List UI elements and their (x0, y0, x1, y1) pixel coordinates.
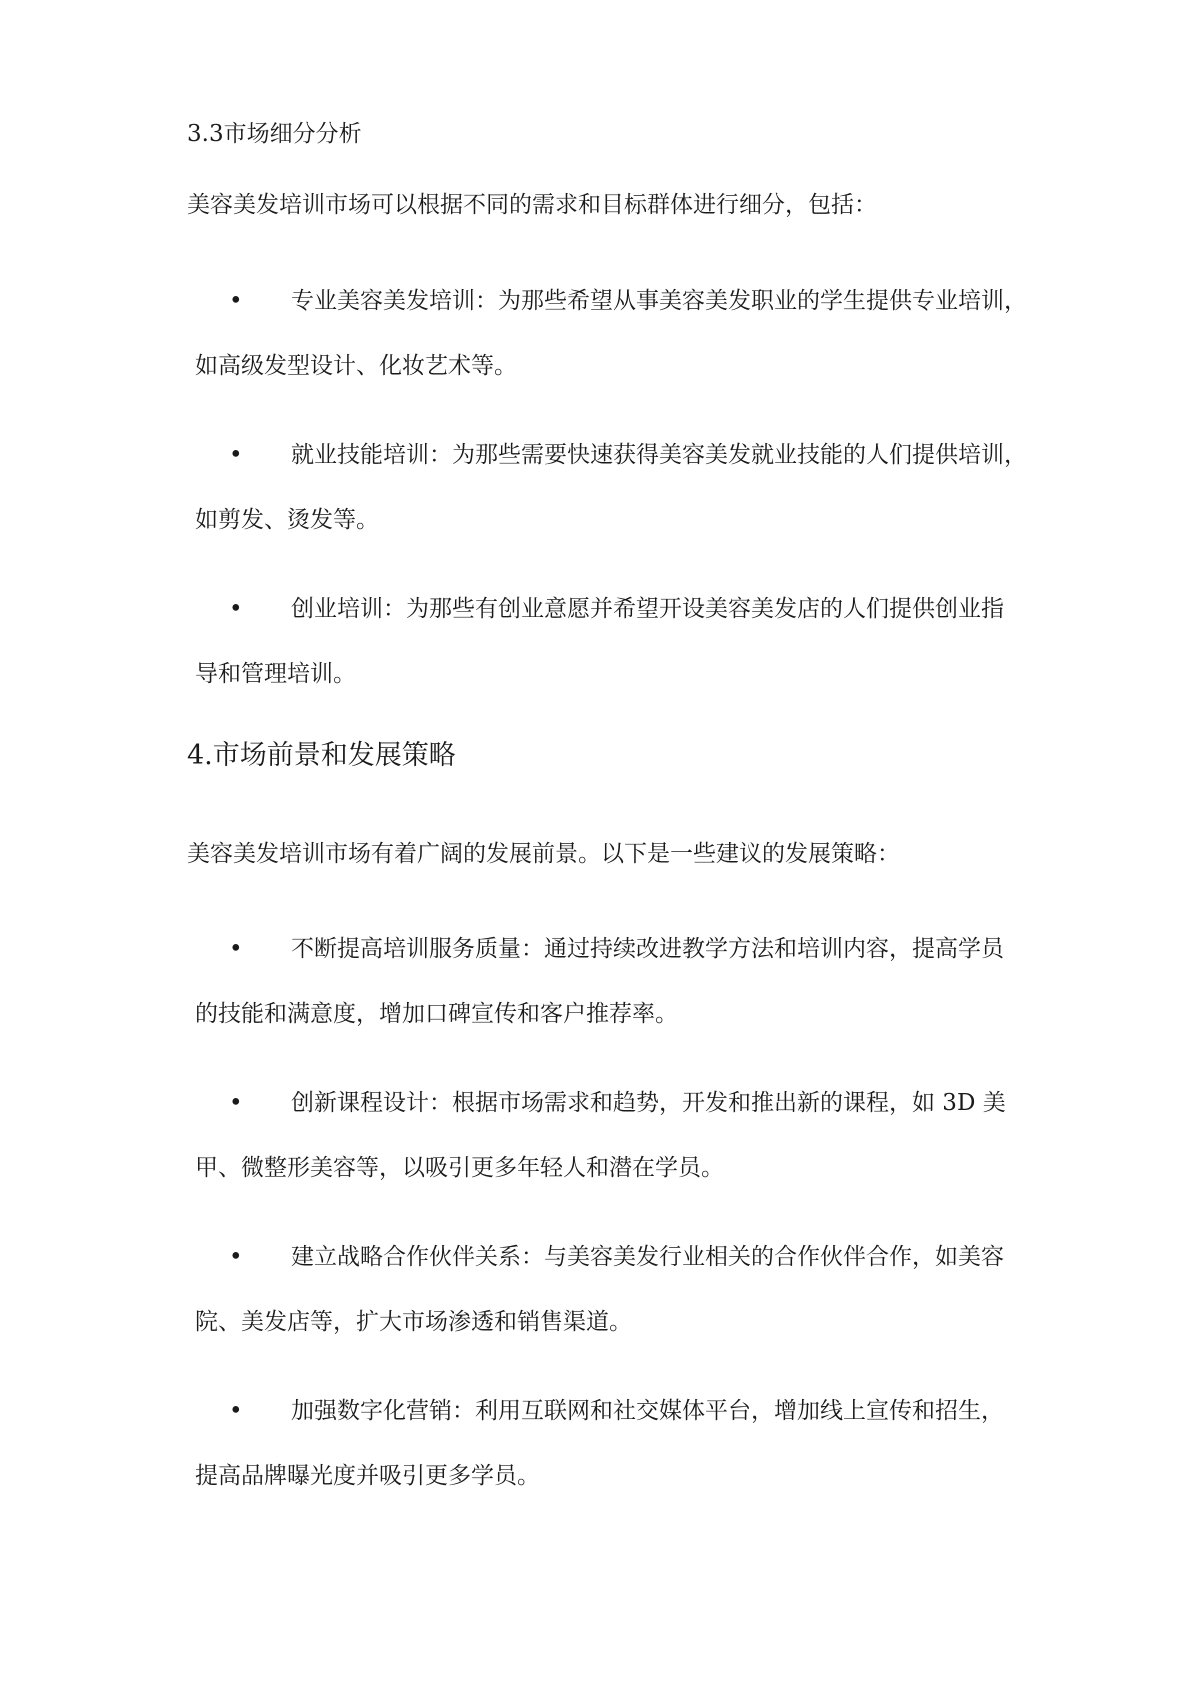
list-item-line: 不断提高培训服务质量：通过持续改进教学方法和培训内容，提高学员 (291, 936, 1004, 962)
list-item-line: 如剪发、烫发等。 (195, 507, 379, 533)
bullet-dot: • (229, 936, 243, 962)
list-item-line: 甲、微整形美容等，以吸引更多年轻人和潜在学员。 (195, 1155, 724, 1181)
list-item-line: 院、美发店等，扩大市场渗透和销售渠道。 (195, 1309, 632, 1335)
list-item-line: 专业美容美发培训：为那些希望从事美容美发职业的学生提供专业培训， (291, 288, 1027, 314)
bullet-dot: • (229, 1090, 243, 1116)
section-3-3-title: 3.3市场细分分析 (187, 121, 362, 147)
list-item-line: 的技能和满意度，增加口碑宣传和客户推荐率。 (195, 1001, 678, 1027)
list-item-line: 加强数字化营销：利用互联网和社交媒体平台，增加线上宣传和招生， (291, 1398, 1004, 1424)
bullet-dot: • (229, 596, 243, 622)
list-item-line: 创业培训：为那些有创业意愿并希望开设美容美发店的人们提供创业指 (291, 596, 1004, 622)
bullet-dot: • (229, 288, 243, 314)
list-item-line: 提高品牌曝光度并吸引更多学员。 (195, 1463, 540, 1489)
section-4-title: 4.市场前景和发展策略 (187, 740, 456, 771)
list-item-line: 如高级发型设计、化妆艺术等。 (195, 353, 517, 379)
bullet-dot: • (229, 1244, 243, 1270)
bullet-dot: • (229, 1398, 243, 1424)
list-item-line: 导和管理培训。 (195, 661, 356, 687)
section-4-intro: 美容美发培训市场有着广阔的发展前景。以下是一些建议的发展策略： (187, 841, 900, 867)
bullet-dot: • (229, 442, 243, 468)
list-item-line: 建立战略合作伙伴关系：与美容美发行业相关的合作伙伴合作，如美容 (291, 1244, 1004, 1270)
section-3-3-intro: 美容美发培训市场可以根据不同的需求和目标群体进行细分，包括： (187, 192, 877, 218)
list-item-line: 创新课程设计：根据市场需求和趋势，开发和推出新的课程，如 3D 美 (291, 1090, 1006, 1116)
list-item-line: 就业技能培训：为那些需要快速获得美容美发就业技能的人们提供培训， (291, 442, 1027, 468)
